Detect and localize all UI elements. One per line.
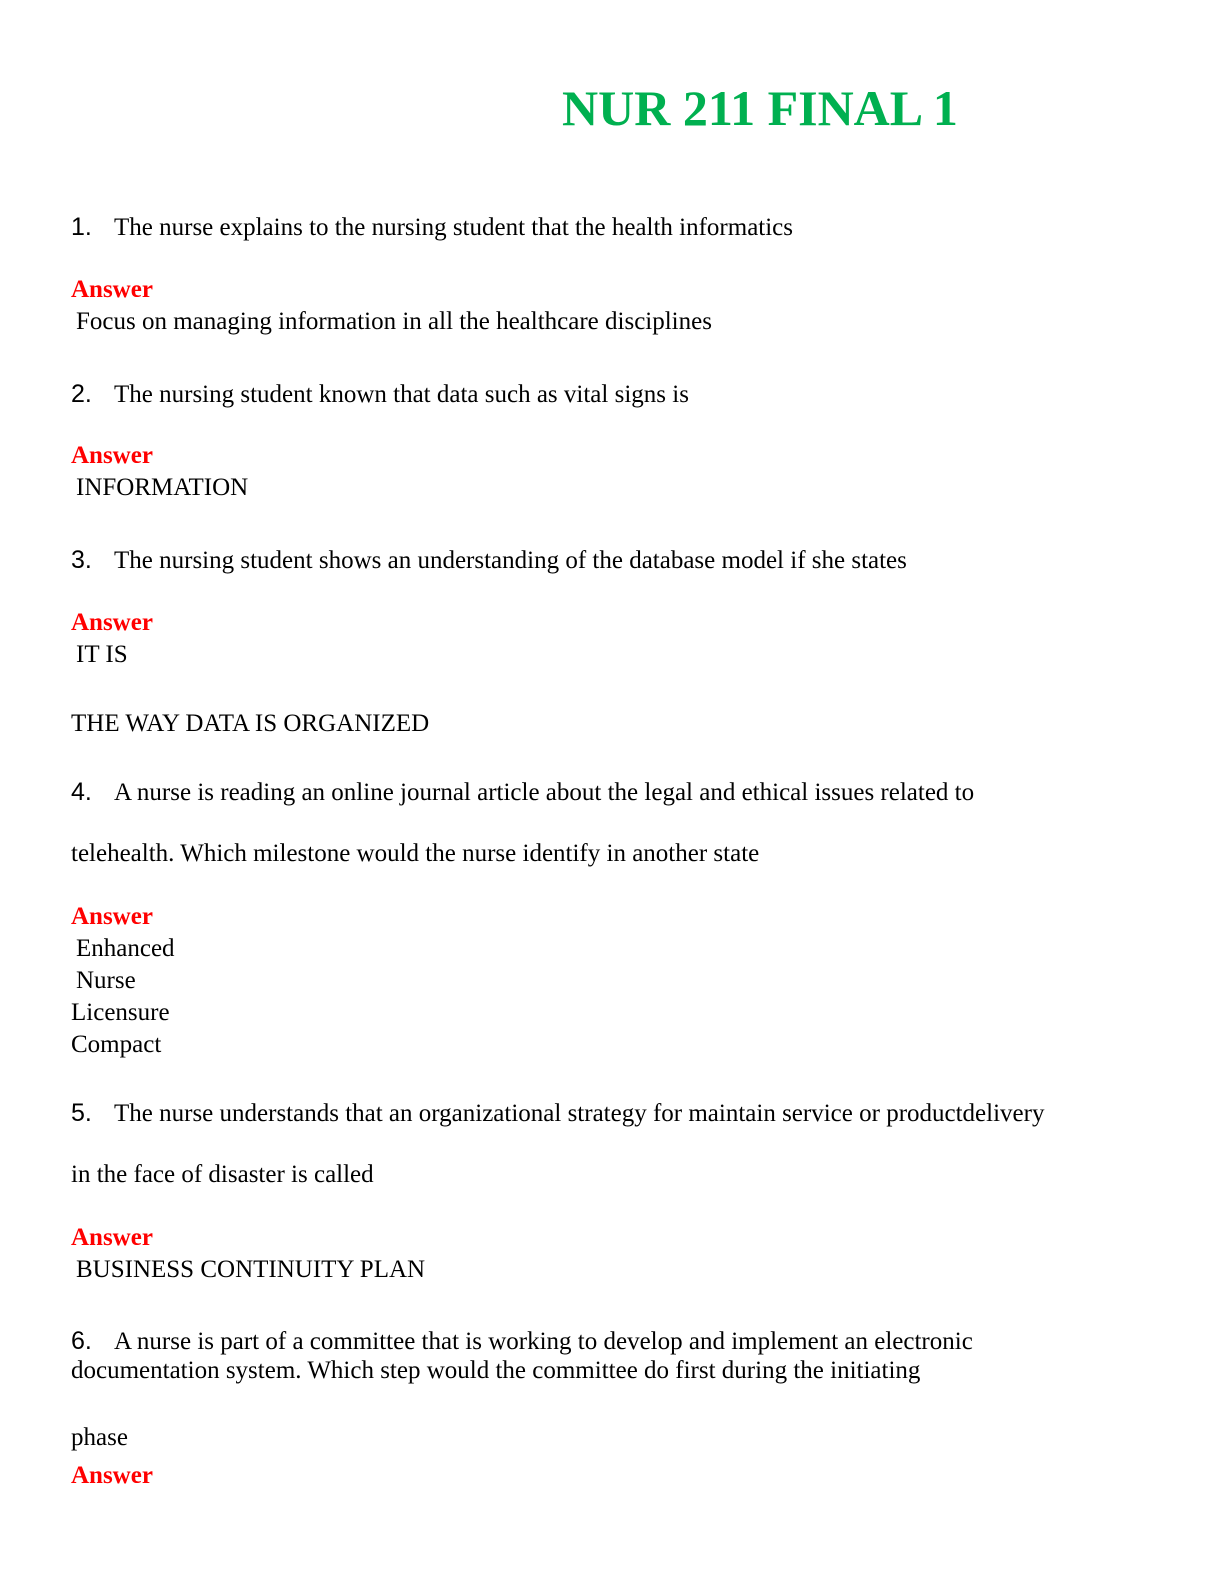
answer-text: IT IS bbox=[76, 641, 128, 668]
answer-label: Answer bbox=[71, 1462, 153, 1489]
answer-label: Answer bbox=[71, 276, 153, 303]
answer-text: Nurse bbox=[76, 967, 136, 994]
question-number: 5. bbox=[71, 1099, 92, 1127]
question-5 bbox=[71, 1098, 1044, 1129]
answer-text: Compact bbox=[71, 1031, 162, 1058]
question-number: 6. bbox=[71, 1327, 92, 1355]
question-4 bbox=[71, 777, 974, 808]
answer-label: Answer bbox=[71, 609, 153, 636]
answer-label: Answer bbox=[71, 1224, 153, 1251]
answer-text: Focus on managing information in all the healthcare disciplines bbox=[76, 308, 712, 335]
question-text: A nurse is part of a committee that is working to develop and implement an electronic bbox=[114, 1328, 973, 1355]
question-text: A nurse is reading an online journal article about the legal and ethical issues related to bbox=[114, 779, 975, 806]
answer-label: Answer bbox=[71, 442, 153, 469]
question-text: The nurse explains to the nursing student that the health informatics bbox=[114, 214, 794, 241]
question-text-continued: telehealth. Which milestone would the nurse identify in another state bbox=[71, 840, 760, 867]
answer-text: Licensure bbox=[71, 999, 170, 1026]
question-6 bbox=[71, 1326, 973, 1357]
answer-text: BUSINESS CONTINUITY PLAN bbox=[76, 1256, 426, 1283]
question-text: The nursing student shows an understanding of the database model if she states bbox=[114, 547, 907, 574]
answer-text: INFORMATION bbox=[76, 474, 249, 501]
question-number: 3. bbox=[71, 546, 92, 574]
question-number: 2. bbox=[71, 380, 92, 408]
page-title: NUR 211 FINAL 1 bbox=[562, 80, 958, 136]
question-number: 1. bbox=[71, 213, 92, 241]
question-text: The nurse understands that an organizational strategy for maintain service or productdelivery bbox=[114, 1100, 1045, 1127]
question-number: 4. bbox=[71, 778, 92, 806]
answer-label: Answer bbox=[71, 903, 153, 930]
answer-text: Enhanced bbox=[76, 935, 175, 962]
question-text-continued: documentation system. Which step would the committee do first during the initiating bbox=[71, 1357, 921, 1384]
question-text: The nursing student known that data such as vital signs is bbox=[114, 381, 689, 408]
question-3 bbox=[71, 545, 907, 576]
question-2 bbox=[71, 379, 689, 410]
question-text-continued: phase bbox=[71, 1424, 128, 1451]
question-1 bbox=[71, 212, 793, 243]
answer-text: THE WAY DATA IS ORGANIZED bbox=[71, 710, 430, 737]
question-text-continued: in the face of disaster is called bbox=[71, 1161, 374, 1188]
